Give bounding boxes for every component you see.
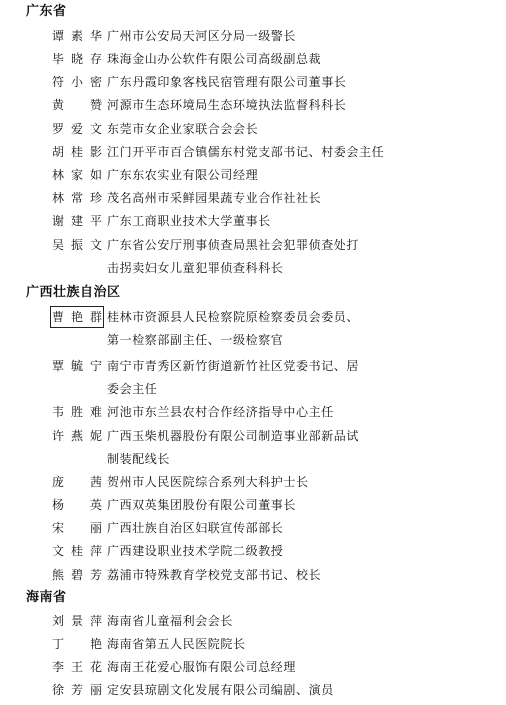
person-name: 丁 艳 <box>52 637 102 651</box>
person-title: 广西建设职业技术学院二级教授 <box>107 544 284 558</box>
person-title: 海南省儿童福利会会长 <box>107 614 234 628</box>
person-name: 宋 丽 <box>52 521 102 535</box>
person-name: 林常珍 <box>52 191 102 205</box>
person-title: 海南省第五人民医院院长 <box>107 637 246 651</box>
person-title: 贺州市人民医院综合系列大科护士长 <box>107 475 309 489</box>
person-title: 广东省公安厅刑事侦查局黑社会犯罪侦查处打 击拐卖妇女儿童犯罪侦查科科长 <box>107 238 360 275</box>
person-title: 海南王花爱心服饰有限公司总经理 <box>107 660 297 674</box>
person-title: 广州市公安局天河区分局一级警长 <box>107 29 297 43</box>
person-name: 谢建平 <box>52 214 102 228</box>
person-title: 广西双英集团股份有限公司董事长 <box>107 498 297 512</box>
person-title: 河源市生态环境局生态环境执法监督科科长 <box>107 98 347 112</box>
person-title: 河池市东兰县农村合作经济指导中心主任 <box>107 405 334 419</box>
person-name: 吴振文 <box>52 238 102 252</box>
person-title: 定安县琼剧文化发展有限公司编剧、演员 <box>107 683 334 697</box>
person-name: 林家如 <box>52 168 102 182</box>
person-name: 韦胜难 <box>52 405 102 419</box>
person-title: 南宁市青秀区新竹街道新竹社区党委书记、居 委会主任 <box>107 359 360 396</box>
person-name: 罗爱文 <box>52 122 102 136</box>
person-name: 杨 英 <box>52 498 102 512</box>
person-name: 谭素华 <box>52 29 102 43</box>
person-title: 桂林市资源县人民检察院原检察委员会委员、 第一检察部副主任、一级检察官 <box>107 310 360 347</box>
person-title: 广西壮族自治区妇联宣传部部长 <box>107 521 284 535</box>
section-title-hainan: 海南省 <box>26 590 67 605</box>
person-name: 徐芳丽 <box>52 683 102 697</box>
person-name: 曹艳群 <box>52 310 102 324</box>
person-name: 李王花 <box>52 660 102 674</box>
person-title: 东莞市女企业家联合会会长 <box>107 122 259 136</box>
person-name: 许燕妮 <box>52 429 102 443</box>
person-name: 毕晓存 <box>52 52 102 66</box>
person-name: 覃毓宁 <box>52 359 102 373</box>
person-name: 文桂萍 <box>52 544 102 558</box>
person-title: 广西玉柴机器股份有限公司制造事业部新品试 制装配线长 <box>107 429 360 466</box>
person-title: 珠海金山办公软件有限公司高级副总裁 <box>107 52 322 66</box>
section-title-guangxi: 广西壮族自治区 <box>26 285 121 300</box>
person-name: 庞 茜 <box>52 475 102 489</box>
person-title: 广东工商职业技术大学董事长 <box>107 214 271 228</box>
person-name: 熊碧芳 <box>52 568 102 582</box>
section-title-guangdong: 广东省 <box>26 4 67 19</box>
person-name: 黄 赞 <box>52 98 102 112</box>
person-title: 江门开平市百合镇儒东村党支部书记、村委会主任 <box>107 145 385 159</box>
person-name: 刘景萍 <box>52 614 102 628</box>
person-title: 茂名高州市采鲜园果蔬专业合作社社长 <box>107 191 322 205</box>
person-title: 荔浦市特殊教育学校党支部书记、校长 <box>107 568 322 582</box>
person-name: 符小密 <box>52 75 102 89</box>
person-title: 广东丹霞印象客栈民宿管理有限公司董事长 <box>107 75 347 89</box>
person-name: 胡桂影 <box>52 145 102 159</box>
person-title: 广东东农实业有限公司经理 <box>107 168 259 182</box>
